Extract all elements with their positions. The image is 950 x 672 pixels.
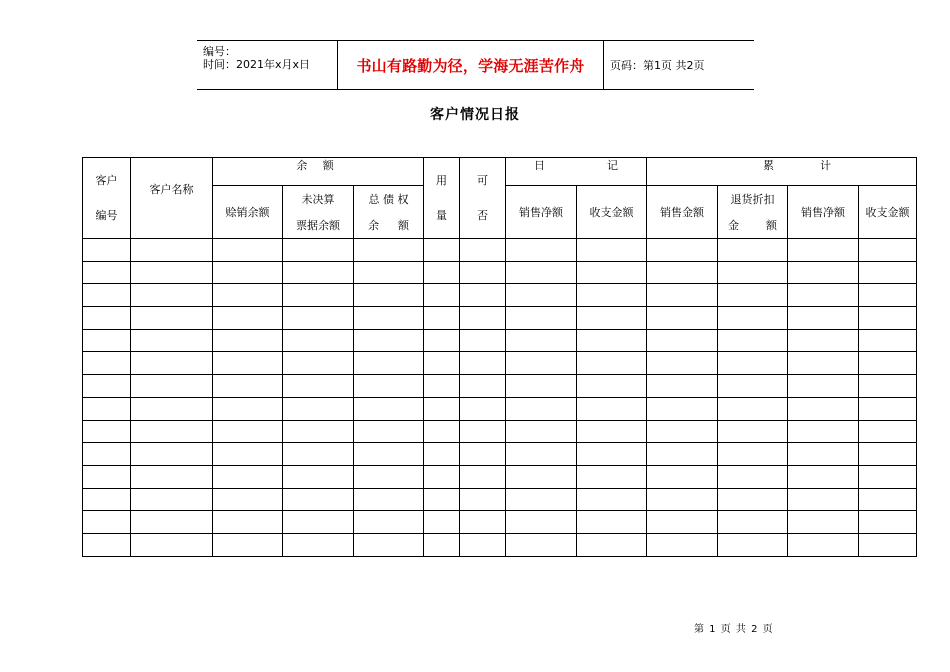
header-liang: 量 bbox=[436, 209, 448, 222]
table-cell bbox=[577, 420, 647, 443]
col-cum-sales bbox=[647, 186, 718, 239]
table-row bbox=[83, 397, 917, 420]
table-cell bbox=[506, 239, 577, 262]
table-cell bbox=[83, 307, 131, 330]
header-cum-sales: 销售金额 bbox=[660, 205, 705, 219]
table-cell bbox=[460, 239, 506, 262]
table-cell bbox=[213, 307, 283, 330]
table-cell bbox=[718, 443, 788, 466]
table-cell bbox=[460, 284, 506, 307]
header-daily-b: 记 bbox=[607, 159, 619, 172]
table-cell bbox=[354, 420, 424, 443]
table-row bbox=[83, 511, 917, 534]
table-cell bbox=[424, 329, 460, 352]
table-cell bbox=[131, 284, 213, 307]
col-credit-balance bbox=[213, 186, 283, 239]
table-cell bbox=[83, 397, 131, 420]
table-cell bbox=[283, 352, 354, 375]
table-cell bbox=[283, 465, 354, 488]
table-row bbox=[83, 533, 917, 556]
header-cum-return-2b: 额 bbox=[766, 218, 778, 232]
table-cell bbox=[506, 533, 577, 556]
table-cell bbox=[859, 420, 917, 443]
table-cell bbox=[859, 465, 917, 488]
table-cell bbox=[577, 511, 647, 534]
header-daily-income: 收支金额 bbox=[589, 205, 634, 219]
table-cell bbox=[859, 284, 917, 307]
table-cell bbox=[718, 465, 788, 488]
table-cell bbox=[718, 397, 788, 420]
table-cell bbox=[354, 488, 424, 511]
table-cell bbox=[83, 443, 131, 466]
table-cell bbox=[354, 352, 424, 375]
report-table bbox=[82, 157, 917, 557]
table-cell bbox=[859, 329, 917, 352]
table-cell bbox=[83, 261, 131, 284]
table-cell bbox=[788, 465, 859, 488]
table-cell bbox=[577, 443, 647, 466]
table-cell bbox=[647, 284, 718, 307]
table-cell bbox=[460, 488, 506, 511]
col-total-debt bbox=[354, 186, 424, 239]
table-cell bbox=[424, 375, 460, 398]
table-cell bbox=[647, 465, 718, 488]
table-cell bbox=[354, 511, 424, 534]
table-cell bbox=[460, 261, 506, 284]
table-cell bbox=[647, 261, 718, 284]
table-cell bbox=[131, 397, 213, 420]
table-cell bbox=[718, 533, 788, 556]
table-cell bbox=[424, 239, 460, 262]
table-row bbox=[83, 375, 917, 398]
table-cell bbox=[647, 533, 718, 556]
table-cell bbox=[213, 533, 283, 556]
table-cell bbox=[718, 307, 788, 330]
col-unsettled-notes bbox=[283, 186, 354, 239]
document-header bbox=[197, 40, 754, 90]
header-kehu: 客户 bbox=[95, 174, 118, 187]
table-cell bbox=[283, 443, 354, 466]
table-cell bbox=[213, 375, 283, 398]
table-cell bbox=[788, 533, 859, 556]
table-cell bbox=[577, 375, 647, 398]
table-cell bbox=[647, 511, 718, 534]
table-cell bbox=[506, 511, 577, 534]
table-cell bbox=[283, 307, 354, 330]
header-motto-cell bbox=[337, 41, 604, 89]
table-cell bbox=[647, 239, 718, 262]
table-cell bbox=[859, 261, 917, 284]
table-cell bbox=[424, 465, 460, 488]
table-cell bbox=[213, 511, 283, 534]
table-cell bbox=[460, 397, 506, 420]
table-cell bbox=[83, 533, 131, 556]
table-cell bbox=[577, 465, 647, 488]
table-cell bbox=[788, 511, 859, 534]
table-cell bbox=[577, 533, 647, 556]
table-cell bbox=[460, 443, 506, 466]
table-cell bbox=[718, 420, 788, 443]
table-cell bbox=[83, 488, 131, 511]
table-cell bbox=[83, 511, 131, 534]
table-row bbox=[83, 488, 917, 511]
table-cell bbox=[506, 420, 577, 443]
table-cell bbox=[506, 261, 577, 284]
table-cell bbox=[647, 420, 718, 443]
table-cell bbox=[647, 352, 718, 375]
table-cell bbox=[283, 329, 354, 352]
table-cell bbox=[859, 239, 917, 262]
table-cell bbox=[718, 284, 788, 307]
table-cell bbox=[788, 420, 859, 443]
table-cell bbox=[647, 375, 718, 398]
table-cell bbox=[283, 420, 354, 443]
table-cell bbox=[131, 533, 213, 556]
table-cell bbox=[283, 533, 354, 556]
table-cell bbox=[83, 239, 131, 262]
table-cell bbox=[83, 352, 131, 375]
table-cell bbox=[718, 488, 788, 511]
table-cell bbox=[424, 261, 460, 284]
table-cell bbox=[647, 329, 718, 352]
table-cell bbox=[577, 261, 647, 284]
header-cum-net: 销售净额 bbox=[801, 205, 846, 219]
table-cell bbox=[83, 284, 131, 307]
table-cell bbox=[213, 443, 283, 466]
table-cell bbox=[354, 533, 424, 556]
table-cell bbox=[213, 488, 283, 511]
table-cell bbox=[213, 465, 283, 488]
table-cell bbox=[788, 261, 859, 284]
table-cell bbox=[506, 284, 577, 307]
table-cell bbox=[718, 261, 788, 284]
table-cell bbox=[859, 443, 917, 466]
header-daily-a: 日 bbox=[534, 159, 546, 172]
table-cell bbox=[424, 284, 460, 307]
header-meta-cell bbox=[197, 41, 337, 89]
table-cell bbox=[788, 488, 859, 511]
table-cell bbox=[460, 352, 506, 375]
table-cell bbox=[506, 397, 577, 420]
table-cell bbox=[213, 397, 283, 420]
table-cell bbox=[213, 261, 283, 284]
header-name: 客户名称 bbox=[149, 182, 194, 196]
table-cell bbox=[506, 352, 577, 375]
table-cell bbox=[577, 307, 647, 330]
table-cell bbox=[213, 329, 283, 352]
table-cell bbox=[460, 465, 506, 488]
table-cell bbox=[131, 488, 213, 511]
date-label: 时间：2021年x月x日 bbox=[203, 58, 311, 71]
table-cell bbox=[131, 511, 213, 534]
col-usage bbox=[424, 158, 460, 239]
col-approval bbox=[460, 158, 506, 239]
col-daily-net-sales bbox=[506, 186, 577, 239]
table-row bbox=[83, 465, 917, 488]
table-cell bbox=[131, 352, 213, 375]
table-cell bbox=[424, 511, 460, 534]
header-weijue-1: 未决算 bbox=[301, 192, 335, 206]
table-cell bbox=[859, 511, 917, 534]
table-cell bbox=[131, 443, 213, 466]
header-yong: 用 bbox=[436, 174, 448, 187]
table-cell bbox=[213, 239, 283, 262]
table-cell bbox=[788, 329, 859, 352]
table-cell bbox=[354, 465, 424, 488]
table-cell bbox=[647, 397, 718, 420]
table-cell bbox=[577, 397, 647, 420]
table-cell bbox=[83, 465, 131, 488]
col-customer-no bbox=[83, 158, 131, 239]
header-cumulative-b: 计 bbox=[820, 159, 832, 172]
page-footer: 第 1 页 共 2 页 bbox=[694, 624, 774, 635]
header-fou: 否 bbox=[477, 209, 489, 222]
number-label: 编号： bbox=[203, 45, 236, 58]
table-cell bbox=[788, 284, 859, 307]
table-cell bbox=[460, 420, 506, 443]
table-cell bbox=[131, 239, 213, 262]
header-daily-group bbox=[506, 158, 647, 186]
header-bianhao: 编号 bbox=[95, 209, 118, 222]
table-cell bbox=[354, 307, 424, 330]
table-cell bbox=[131, 465, 213, 488]
table-cell bbox=[460, 511, 506, 534]
table-cell bbox=[460, 533, 506, 556]
header-zongzhai-2b: 额 bbox=[398, 218, 410, 232]
table-cell bbox=[859, 375, 917, 398]
page-title: 客户情况日报 bbox=[430, 107, 520, 123]
table-cell bbox=[424, 397, 460, 420]
table-cell bbox=[647, 488, 718, 511]
table-cell bbox=[424, 420, 460, 443]
table-cell bbox=[859, 307, 917, 330]
table-cell bbox=[283, 261, 354, 284]
table-row bbox=[83, 420, 917, 443]
col-cum-net-sales bbox=[788, 186, 859, 239]
col-customer-name bbox=[131, 158, 213, 239]
table-cell bbox=[506, 488, 577, 511]
header-page-cell bbox=[604, 41, 754, 89]
table-cell bbox=[283, 511, 354, 534]
table-cell bbox=[788, 307, 859, 330]
header-cumulative-group bbox=[647, 158, 917, 186]
table-cell bbox=[354, 284, 424, 307]
table-cell bbox=[83, 375, 131, 398]
table-row bbox=[83, 307, 917, 330]
table-cell bbox=[131, 375, 213, 398]
header-cum-return-1: 退货折扣 bbox=[730, 192, 775, 206]
col-cum-returns bbox=[718, 186, 788, 239]
table-cell bbox=[424, 352, 460, 375]
header-ke: 可 bbox=[477, 174, 489, 187]
table-cell bbox=[460, 329, 506, 352]
table-cell bbox=[354, 443, 424, 466]
table-cell bbox=[131, 329, 213, 352]
table-cell bbox=[788, 239, 859, 262]
table-cell bbox=[283, 397, 354, 420]
table-cell bbox=[283, 375, 354, 398]
header-zongzhai-1: 总 债 权 bbox=[368, 192, 409, 206]
table-cell bbox=[859, 352, 917, 375]
table-cell bbox=[577, 488, 647, 511]
table-cell bbox=[859, 488, 917, 511]
col-cum-income bbox=[859, 186, 917, 239]
header-cum-income: 收支金额 bbox=[865, 205, 910, 219]
table-cell bbox=[647, 443, 718, 466]
header-weijue-2: 票据余额 bbox=[296, 218, 340, 232]
table-cell bbox=[718, 329, 788, 352]
table-cell bbox=[283, 488, 354, 511]
table-cell bbox=[718, 375, 788, 398]
table-row bbox=[83, 329, 917, 352]
table-row bbox=[83, 443, 917, 466]
table-cell bbox=[213, 420, 283, 443]
table-cell bbox=[577, 329, 647, 352]
table-cell bbox=[354, 239, 424, 262]
table-cell bbox=[424, 533, 460, 556]
header-shexiao: 赊销余额 bbox=[225, 205, 270, 219]
table-cell bbox=[424, 488, 460, 511]
table-cell bbox=[131, 420, 213, 443]
table-cell bbox=[213, 352, 283, 375]
table-cell bbox=[131, 261, 213, 284]
table-row bbox=[83, 261, 917, 284]
header-row-1 bbox=[83, 158, 917, 186]
table-row bbox=[83, 239, 917, 262]
table-cell bbox=[131, 307, 213, 330]
motto-text: 书山有路勤为径，学海无涯苦作舟 bbox=[356, 56, 585, 75]
table-cell bbox=[354, 329, 424, 352]
header-daily-sales: 销售净额 bbox=[519, 205, 564, 219]
table-cell bbox=[718, 239, 788, 262]
table-cell bbox=[788, 397, 859, 420]
table-cell bbox=[859, 533, 917, 556]
table-cell bbox=[788, 443, 859, 466]
table-cell bbox=[283, 284, 354, 307]
table-cell bbox=[506, 443, 577, 466]
table-cell bbox=[506, 465, 577, 488]
table-cell bbox=[859, 397, 917, 420]
table-cell bbox=[718, 511, 788, 534]
table-cell bbox=[83, 329, 131, 352]
table-cell bbox=[788, 352, 859, 375]
table-cell bbox=[460, 375, 506, 398]
table-cell bbox=[283, 239, 354, 262]
table-cell bbox=[577, 352, 647, 375]
header-balance-group bbox=[213, 158, 424, 186]
header-zongzhai-2a: 余 bbox=[368, 218, 379, 232]
table-cell bbox=[506, 375, 577, 398]
table-cell bbox=[788, 375, 859, 398]
table-cell bbox=[213, 284, 283, 307]
table-cell bbox=[424, 443, 460, 466]
header-cumulative-a: 累 bbox=[763, 159, 775, 172]
table-cell bbox=[718, 352, 788, 375]
table-cell bbox=[460, 307, 506, 330]
page-info: 页码：第1页 共2页 bbox=[610, 59, 705, 72]
table-cell bbox=[577, 239, 647, 262]
table-cell bbox=[506, 329, 577, 352]
table-cell bbox=[577, 284, 647, 307]
table-cell bbox=[424, 307, 460, 330]
header-balance: 余 额 bbox=[296, 159, 340, 172]
col-daily-income bbox=[577, 186, 647, 239]
table-row bbox=[83, 352, 917, 375]
table-cell bbox=[354, 375, 424, 398]
table-row bbox=[83, 284, 917, 307]
table-cell bbox=[647, 307, 718, 330]
table-cell bbox=[506, 307, 577, 330]
table-cell bbox=[354, 397, 424, 420]
table-cell bbox=[354, 261, 424, 284]
table-cell bbox=[83, 420, 131, 443]
header-cum-return-2a: 金 bbox=[728, 218, 740, 232]
